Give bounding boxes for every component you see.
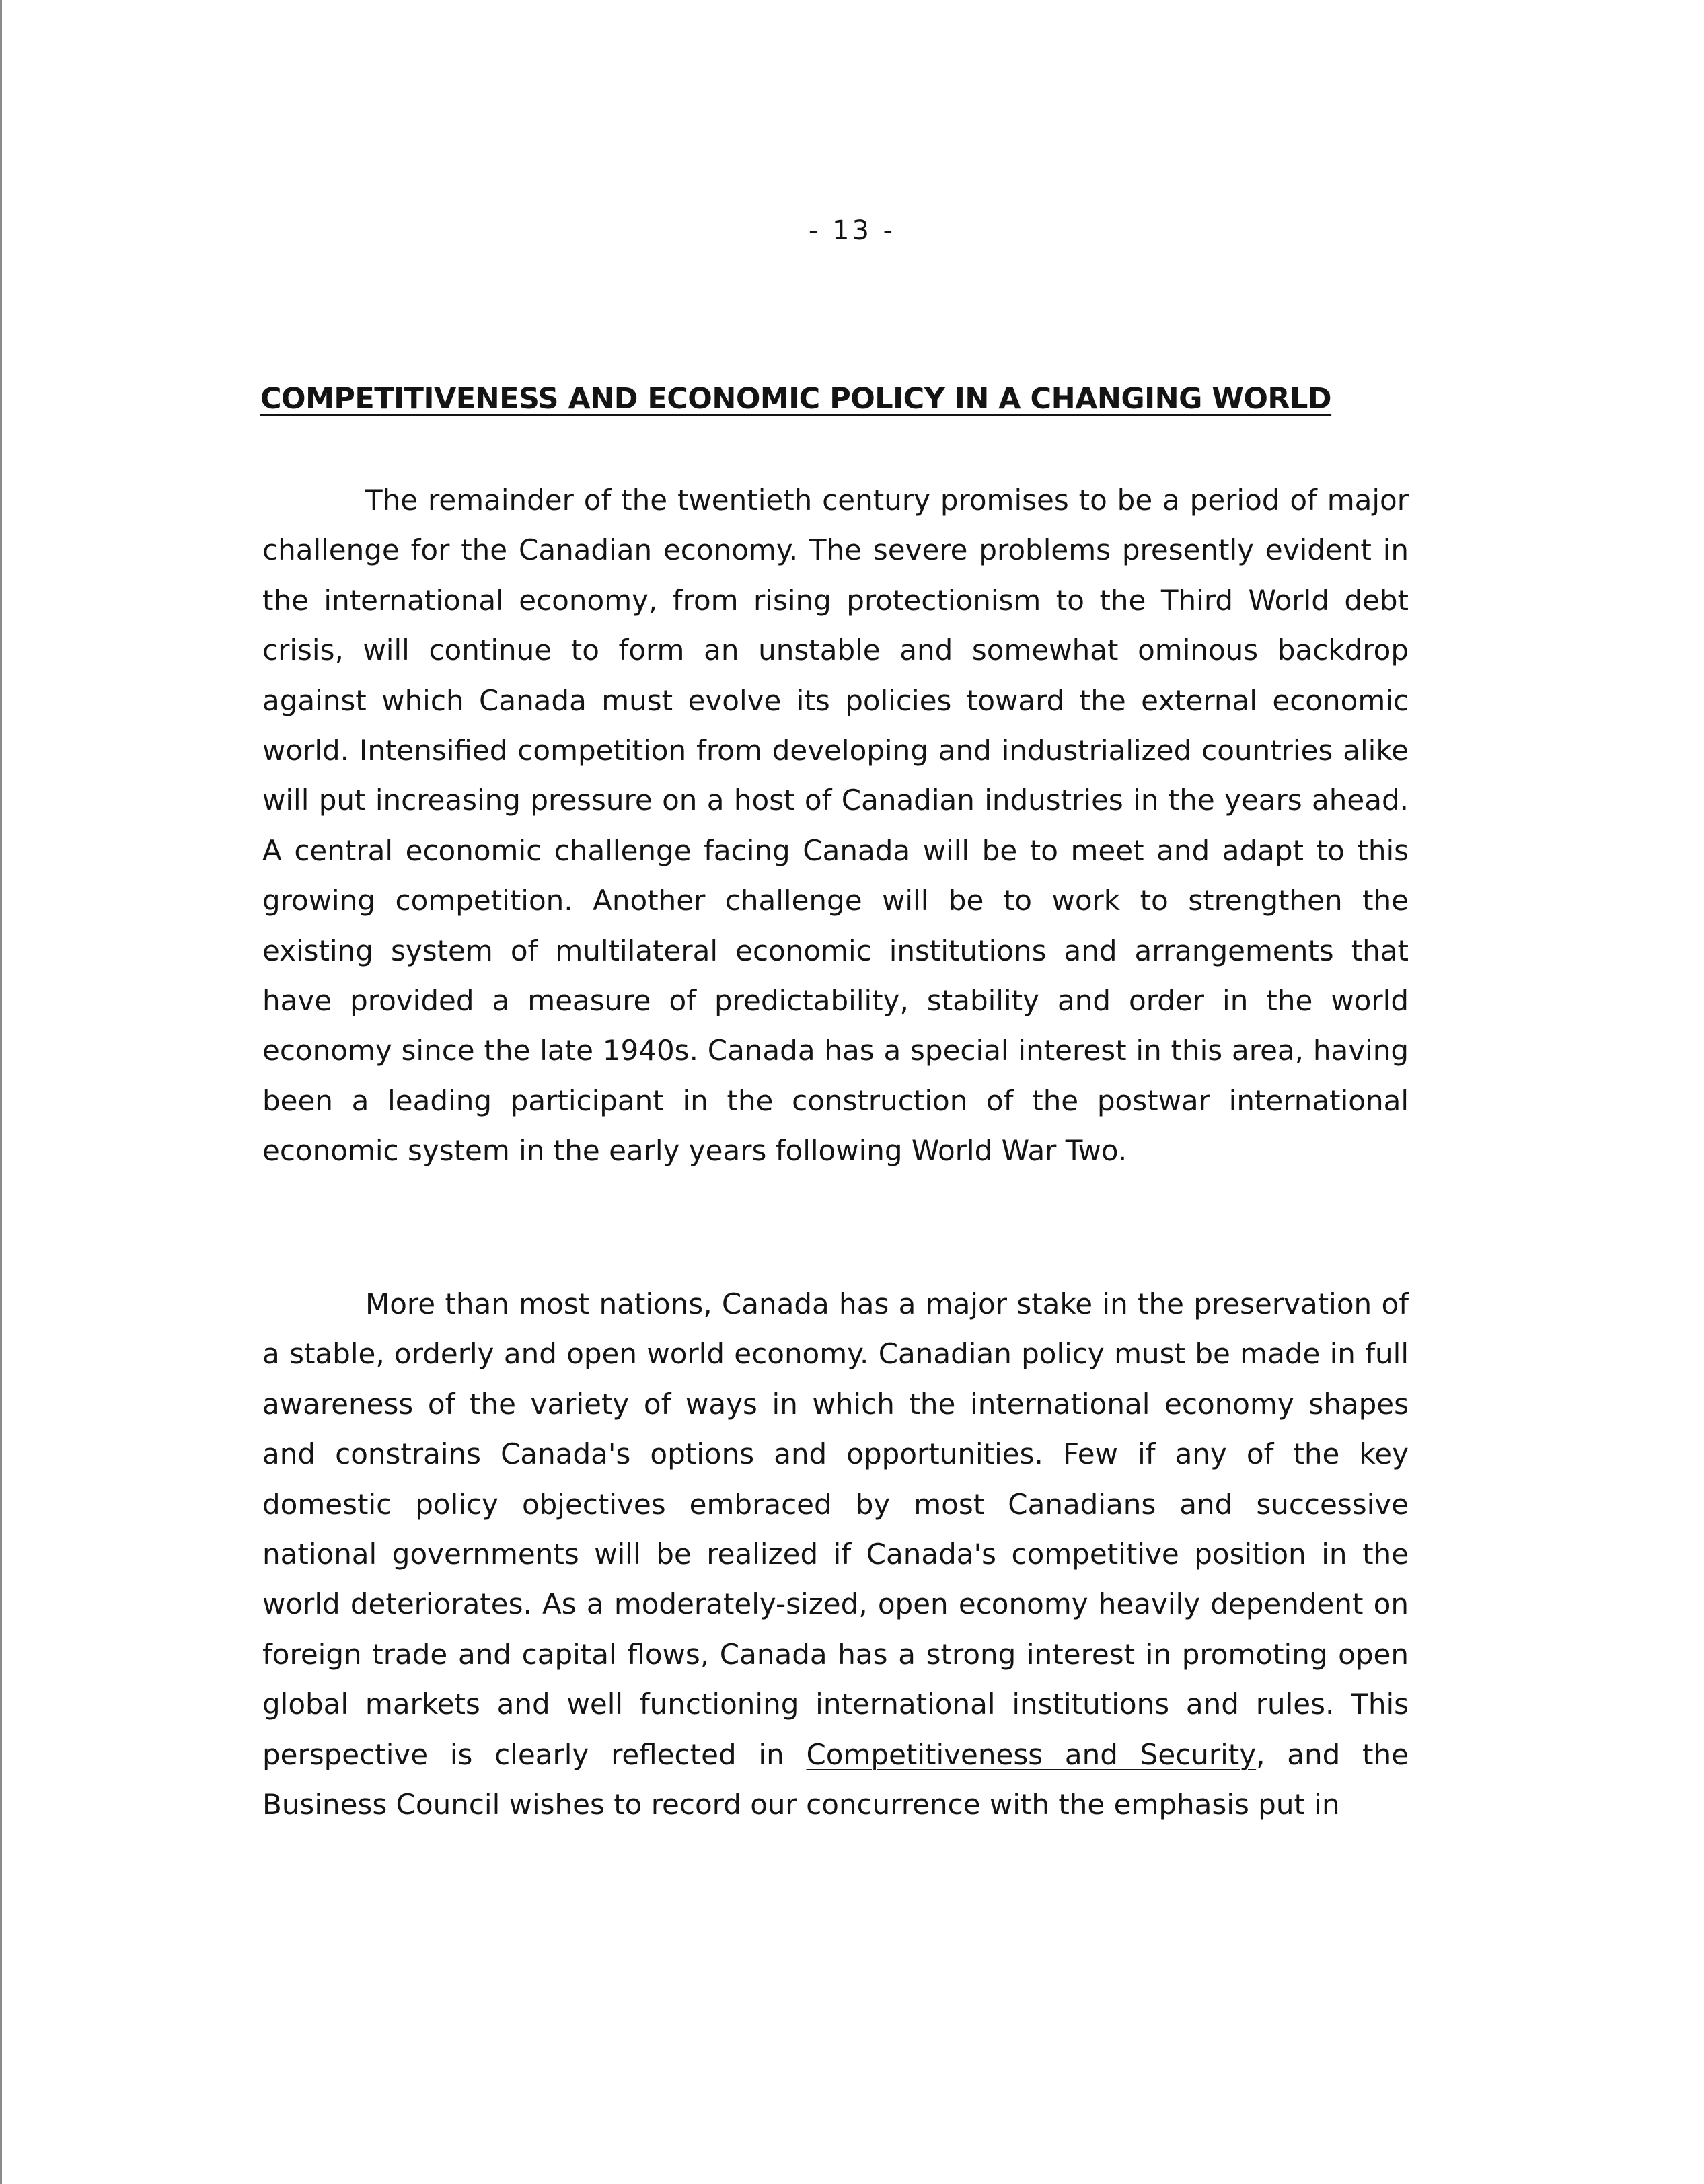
- body-paragraph-1: The remainder of the twentieth century promises to be a period of major challenge for the Canadian economy. The severe problems presently evident in the international economy, from rising protectionism to the Third World debt crisis, will continue to form an unstable and somewhat ominous backdrop against which Canada must evolve its policies toward the external economic world. Intensified competition from developing and industrialized countries alike will put increasing pressure on a host of Canadian industries in the years ahead. A central economic challenge facing Canada will be to meet and adapt to this growing competition. Another challenge will be to work to strengthen the existing system of multilateral economic institutions and arrangements that have provided a measure of predictability, stability and order in the world economy since the late 1940s. Canada has a special interest in this area, having been a leading participant in the construction of the postwar international economic system in the early years following World War Two.: [262, 484, 1409, 1168]
- scan-edge-line: [0, 0, 6, 2184]
- report-title-reference: Competitiveness and Security: [806, 1737, 1257, 1771]
- body-paragraph-2: [262, 1279, 1409, 1830]
- paragraph-text-after-reference: , and the Business Council wishes to record our concurrence with the emphasis put in: [262, 1737, 1409, 1821]
- section-heading: COMPETITIVENESS AND ECONOMIC POLICY IN A CHANGING WORLD: [260, 382, 1332, 416]
- page-number: - 13 -: [808, 215, 896, 246]
- paragraph-text-before-reference: More than most nations, Canada has a major stake in the preservation of a stable, orderly and open world economy. Canadian policy must be made in full awareness of the variety of ways in which the international economy shapes and constrains Canada's options and opportunities. Few if any of the key domestic policy objectives embraced by most Canadians and successive national governments will be realized if Canada's competitive position in the world deteriorates. As a moderately-sized, open economy heavily dependent on foreign trade and capital flows, Canada has a strong interest in promoting open global markets and well functioning international institutions and rules. This perspective is clearly reflected in: [262, 1287, 1409, 1771]
